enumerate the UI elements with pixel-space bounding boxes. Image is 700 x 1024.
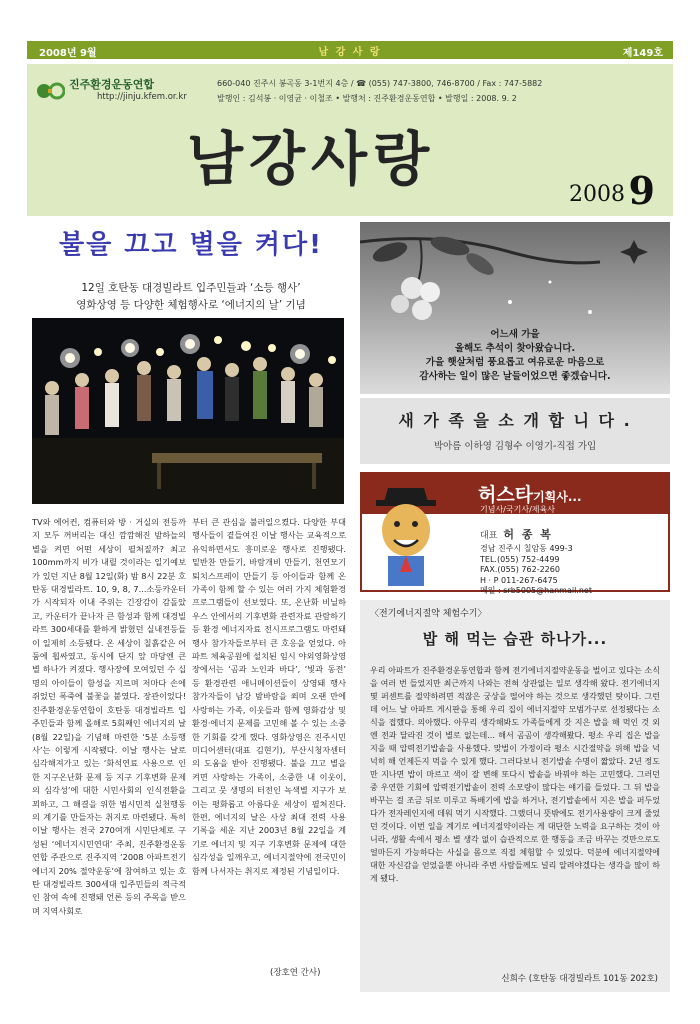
new-members-list: 박아름 이하영 김형수 이영기-직접 가입: [433, 441, 597, 452]
persimmon-branch-image: [360, 222, 670, 332]
essay-body: 우리 아파트가 진주환경운동연합과 함께 전기에너지절약운동을 벌이고 있다는 소식을 여러 번 들었지만 최근까지 나와는 전혀 상관없는 일로 생각해 왔다. 전기에너지 몇 퍼센트를 절약하려면 적잖은 궁상을 떨어야 하는 것으로 생각했던 탓이다. 그런데 어느 날 아파트 게시판을 통해 우리 집이 에너지절약 모범가구로 선정됐다는 소식을 접했다. 의아했다. 아무리 생각해봐도 가족들에게 갓 지은 밥을 해 먹인 것 외엔 전과 달라진 것이 별로 없는데... 해서 곰곰이 생각해봤다. 평소 우리 집은 밥을 지을 때 압력전기밥솥을 사용했다. 맞벌이 가정이라 평소 시간절약을 위해 밥을 넉넉히 해 언제든지 먹을 수 있게 했다. 그러다보니 전기밥솥 수명이 짧았다. 2년 정도만 지나면 밥이 마르고 색이 잘 변해 또다시 밥솥을 바꿔야 하는 고민했다. 그러던 중 우연한 기회에 압력전기밥솥이 전력 소모량이 많다는 얘기를 들었다. 그 뒤 밥을 바꾸는 걸 조금 뒤로 미루고 특배기에 밥을 하거나, 전기밥솥에서 지은 밥을 퍼두었다가 전자레인지에 데워 먹기 시작했다. 그랬더니 뜻밖에도 전기사용량이 크게 줄었던 것이다. 이번 일을 계기로 에너지절약이라는 게 대단한 노력을 요구하는 것이 아니라, 생활 속에서 평소 별 생각 없이 습관적으로 한 행동을 조금 바꾸는 것만으로도 얼마든지 가능하다는 사실을 몸으로 직접 체험할 수 있었다. 덕분에 에너지절약에 대한 자신감을 얻었을뿐 아니라 주변 사람들께도 널리 알려야겠다는 생각을 많이 하게 됐다.: [370, 666, 660, 883]
event-photo: [32, 318, 344, 504]
lead-body-col2: 부터 큰 관심을 불러일으켰다. 다양한 부대행사들이 곁들여진 이날 행사는 교육적으로 유익하면서도 흥미로운 행사로 진행됐다. 밑반찬 만들기, 바람개비 만들기, 천연모기퇴치스프레이 만들기 등 아이들과 함께 온 가족이 함께 할 수 있는 여러 가지 체험환경프로그램들이 선보였다. 또, 온난화 비닐하우스 안에서의 기후변화 관련자료 관람하기 등 환경 에너지자료 전시프로그램도 마련돼 행사 참가자들로부터 큰 호응을 얻었다. 아파트 체육공원에 설치된 임시 야외영화상영장에서는 ‘곰과 노인과 바다’, ‘빛과 동전’ 등 환경관련 애니메이션들이 상영돼 행사 참가자들이 남강 밤바람을 쐬며 오랜 만에 사랑하는 가족, 이웃들과 함께 영화감상 및 환경·에너지 문제를 고민해 볼 수 있는 소중한 기회를 갖게 했다. 영화상영은 진주시민미디어센터(대표 김현기), 부산시청자센터의 도움을 받아 진행됐다. 불을 끄고 별을 켜면 사랑하는 가족이, 소중한 내 이웃이, 그리고 뭇 생명의 터전인 녹색별 지구가 보이는 평화롭고 아름다운 세상이 펼쳐진다. 한편, 에너지의 날은 사상 최대 전력 사용 기록을 세운 지난 2003년 8월 22일을 계기로 에너지 및 지구 기후변화 문제에 대한 심각성을 일깨우고, 에너지절약에 전국민이 함께 나서자는 취지로 제정된 기념일이다.: [192, 517, 346, 876]
lead-body-col1: TV와 에어컨, 컴퓨터와 방 · 거실의 전등까지 모두 꺼버리는 대신 깜깜해진 밤하늘의 별을 켜면 어떤 세상이 펼쳐질까? 최고 100mm까지 비가 내릴 것이라는 일기예보가 있던 지난 8월 12일(화) 밤 8시 22분 호탄동 대경빌라트. 10, 9, 8, 7...소등카운터가 시작되자 이내 주위는 긴장감이 감돌았고, 카운터가 끝나자 큰 함성과 함께 대경빌라트 300세대를 환하게 밝혔던 실내전등들이 일제히 소등됐다. 온 세상이 칠흙같은 어둠에 휩싸였고, 동시에 단지 앞 마당엔 큰 별 하나가 켜졌다. 행사장에 모여있던 수 십명의 아이들이 함성을 지르며 저마다 손에 쥐었던 폭죽에 불꽃을 붙였다. 장관이었다! 진주환경운동연합이 호탄동 대경빌라트 입주민들과 함께 올해로 5회째인 에너지의 날(8월 22일)을 기념해 마련한 ‘5분 소등행사’는 이렇게 시작됐다. 이날 행사는 날로 심각해져가고 있는 ‘화석연료 사용으로 인한 지구온난화 문제 등 지구 기후변화 문제의 심각성’에 대한 시민사회의 인식전환을 꾀하고, 그 해결을 위한 범시민적 실천행동의 계기를 만들자는 취지로 마련됐다. 특히 이날 행사는 전국 270여개 시민단체로 구성된 ‘에너지시민연대’ 주최, 진주환경운동연합 주관으로 진주지역 ‘2008 아파트전기에너지 20% 절약운동’에 참여하고 있는 호탄 대경빌라트 300세대 입주민들의 적극적인 참여 속에 진행돼 언론 등의 주목을 받으며 지역사회로: [32, 517, 186, 916]
caricature-image: [370, 480, 442, 588]
issue-month: 9: [628, 168, 655, 213]
ad-address: 경남 진주시 칠암동 499-3: [480, 544, 573, 553]
ad-company-name: [478, 480, 582, 507]
greeting-line: 올해도 추석이 찾아왔습니다.: [454, 343, 576, 354]
ad-mobile: H · P 011-267-6475: [480, 575, 558, 585]
ad-email[interactable]: 메일 : srb5005@hanmail.net: [480, 586, 592, 595]
ad-rep-label: 대표: [480, 531, 498, 541]
org-logo[interactable]: [35, 76, 213, 106]
lead-headline: 불을 끄고 별을 켜다!: [59, 230, 323, 260]
lead-subheadline-2: 영화상영 등 다양한 체험행사로 ‘에너지의 날’ 기념: [76, 299, 306, 311]
essay-signature: 신희수 (호탄동 대경빌라트 101동 202호): [501, 974, 658, 984]
energy-essay: [360, 600, 670, 992]
masthead: [27, 64, 673, 216]
greeting-line: 감사하는 일이 많은 날들이었으면 좋겠습니다.: [419, 371, 611, 382]
lead-signature: (장호연 간사): [270, 968, 321, 978]
issue-year: 2008: [569, 182, 625, 207]
new-members-title: 새 가 족 을 소 개 합 니 다 .: [398, 411, 632, 430]
chuseok-greeting: [360, 222, 670, 394]
address-line: 660-040 진주시 봉곡동 3-1번지 4층 / ☎ (055) 747-3800, 746-8700 / Fax : 747-5882: [217, 79, 543, 88]
ad-services: 기념사/국기사/제육사: [480, 505, 555, 514]
ad-rep-name: 허 종 복: [503, 528, 553, 541]
leaf-logo-icon: [35, 76, 65, 106]
greeting-line: 어느새 가을: [490, 329, 540, 340]
publisher-line: 발행인 : 김석봉 · 이영균 · 이철조 • 발행처 : 진주환경운동연합 • 발행일 : 2008. 9. 2: [217, 94, 517, 103]
newsletter-name-small: 남 강 사 랑: [318, 47, 382, 58]
ad-contact: [480, 544, 592, 597]
ad-company-name-suffix: 기획사...: [533, 490, 582, 504]
lead-article-column-1: [32, 516, 186, 918]
ad-representative: [480, 526, 553, 542]
new-members-box: [360, 398, 670, 464]
org-url[interactable]: http://jinju.kfem.or.kr: [97, 92, 187, 102]
essay-tag: 〈전기에너지절약 체험수기〉: [370, 609, 487, 619]
issue-date: 2008년 9월: [39, 48, 97, 59]
sparkler-crowd-image: [32, 318, 344, 504]
ad-fax: FAX.(055) 762-2260: [480, 565, 560, 574]
org-name: 진주환경운동연합: [69, 78, 155, 91]
ad-company-name-main: 허스타: [478, 484, 534, 506]
greeting-message: [370, 328, 660, 384]
issue-number: 제149호: [622, 48, 663, 59]
top-bar: [27, 41, 673, 59]
essay-title: 밥 해 먹는 습관 하나가...: [422, 630, 608, 648]
newsletter-title: 남강사랑: [187, 125, 436, 193]
publication-info: [217, 76, 542, 106]
greeting-line: 가을 햇살처럼 풍요롭고 여유로운 마음으로: [425, 357, 605, 368]
lead-article-column-2: [192, 516, 346, 878]
ad-tel: TEL.(055) 752-4499: [480, 554, 560, 564]
sponsor-ad[interactable]: [360, 472, 670, 595]
lead-subheadline-1: 12일 호탄동 대경빌라트 입주민들과 ‘소등 행사’: [81, 282, 301, 294]
